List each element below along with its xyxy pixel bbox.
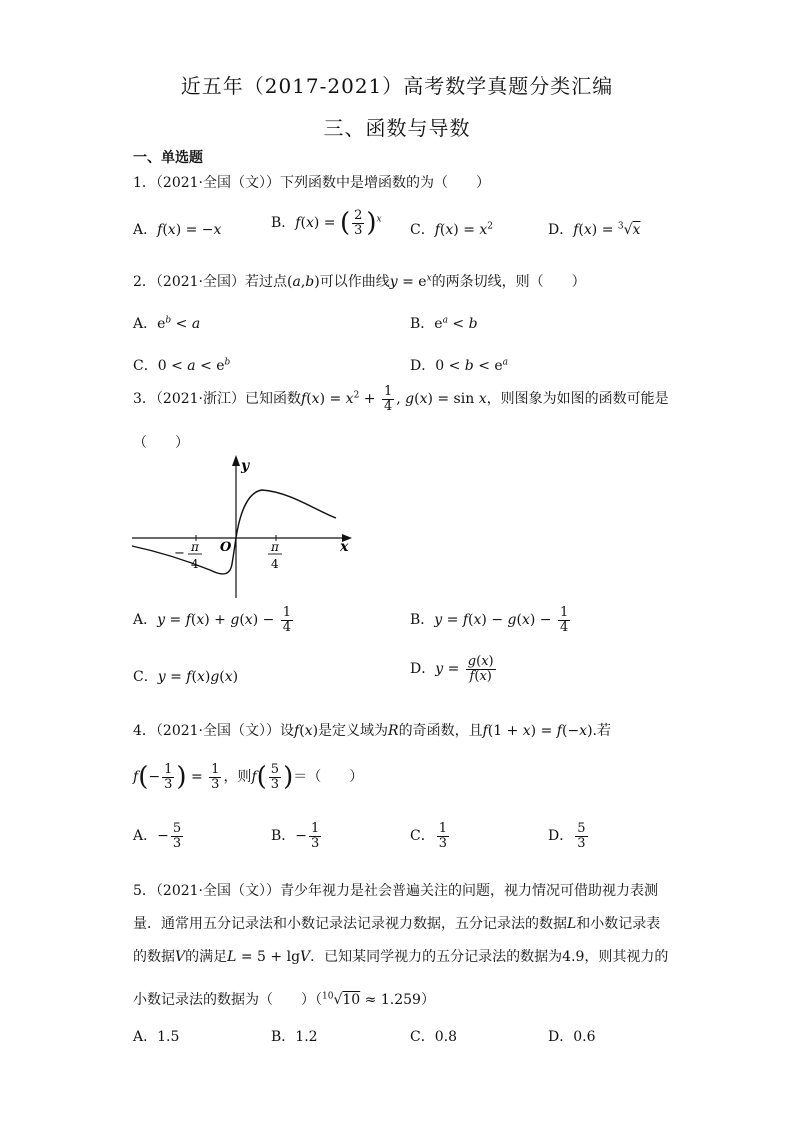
x-label: x	[340, 539, 349, 555]
q3-stem-cont: （ ）	[133, 435, 189, 451]
q2-option-b[interactable]: B．$e^a < b$	[410, 315, 478, 332]
q1-option-a[interactable]: A．f(x) = −x	[133, 222, 222, 238]
q4-stem-cont: f(− $\frac{1}{3}$ ) = $\frac{1}{3}$ ，则f( $\frac{5}{3}$ )＝（ ）	[133, 761, 364, 792]
q1-stem: 1．（2021·全国（文））下列函数中是增函数的为（ ）	[133, 175, 490, 191]
origin-label: O	[220, 540, 232, 555]
section-heading: 一、单选题	[133, 150, 203, 166]
q4-option-a[interactable]: A．− $\frac{5}{3}$	[133, 821, 182, 851]
tick-neg-den: 4	[191, 557, 199, 571]
tick-neg-sign: −	[174, 546, 185, 561]
tick-pos-pi: π	[271, 540, 279, 554]
y-label: y	[241, 458, 250, 474]
q1-option-d[interactable]: D．f(x) = $^3$√x	[548, 221, 641, 238]
q5-option-d[interactable]: D．0.6	[548, 1029, 596, 1045]
function-curve	[132, 490, 336, 574]
q2-option-d[interactable]: D．$0 < b < e^a$	[410, 357, 509, 374]
q1-option-b[interactable]: B．f(x) = ( $\frac{2}{3}$ )$^x$	[271, 207, 382, 238]
page-subtitle: 三、函数与导数	[323, 116, 471, 140]
q5-line-4: 小数记录法的数据为（ ）（$^{10}$√10 ≈ 1.259）	[133, 991, 435, 1008]
q1-option-c[interactable]: C．$f(x) = x^2$	[410, 221, 494, 238]
q4-option-c[interactable]: C． $\frac{1}{3}$	[410, 821, 447, 851]
tick-pos-den: 4	[271, 557, 279, 571]
y-axis-arrow	[232, 455, 240, 466]
q4-stem: 4．（2021·全国（文））设f(x)是定义域为R的奇函数，且f(1 + x) = f(−x).若	[133, 723, 611, 739]
q3-option-b[interactable]: B．y = f(x) − g(x) − $\frac{1}{4}$	[410, 605, 569, 635]
q5-line-3: 的数据V的满足L = 5 + lgV．已知某同学视力的五分记录法的数据为4.9，则其视力的	[133, 949, 669, 965]
q4-option-d[interactable]: D． $\frac{5}{3}$	[548, 821, 586, 851]
q3-stem: 3．（2021·浙江）已知函数$f(x) = x^2$ + $\frac{1}{4}$ , g(x) = sin x，则图象为如图的函数可能是	[133, 384, 669, 414]
q2-option-c[interactable]: C．$0 < a < e^b$	[133, 357, 231, 374]
q5-line-2: 量．通常用五分记录法和小数记录法记录视力数据，五分记录法的数据L和小数记录表	[133, 916, 661, 932]
tick-neg-pi: π	[191, 540, 199, 554]
q5-option-b[interactable]: B．1.2	[271, 1029, 318, 1045]
q2-stem: 2．（2021·全国）若过点(a,b)可以作曲线$y = e^x$的两条切线，则（ ）	[133, 273, 586, 290]
q5-option-c[interactable]: C．0.8	[410, 1029, 457, 1045]
q3-option-a[interactable]: A．y = f(x) + g(x) − $\frac{1}{4}$	[133, 605, 292, 635]
q2-option-a[interactable]: A．$e^b < a$	[133, 315, 201, 332]
q3-option-d[interactable]: D．y = $\frac{g(x)}{f(x)}$	[410, 654, 494, 684]
q3-option-c[interactable]: C．y = f(x)g(x)	[133, 669, 239, 685]
q3-function-graph	[130, 452, 360, 602]
q5-option-a[interactable]: A．1.5	[133, 1029, 180, 1045]
q5-line-1: 5．（2021·全国（文））青少年视力是社会普遍关注的问题，视力情况可借助视力表测	[133, 883, 658, 899]
page-title: 近五年（2017-2021）高考数学真题分类汇编	[180, 74, 614, 98]
q4-option-b[interactable]: B．− $\frac{1}{3}$	[271, 821, 320, 851]
